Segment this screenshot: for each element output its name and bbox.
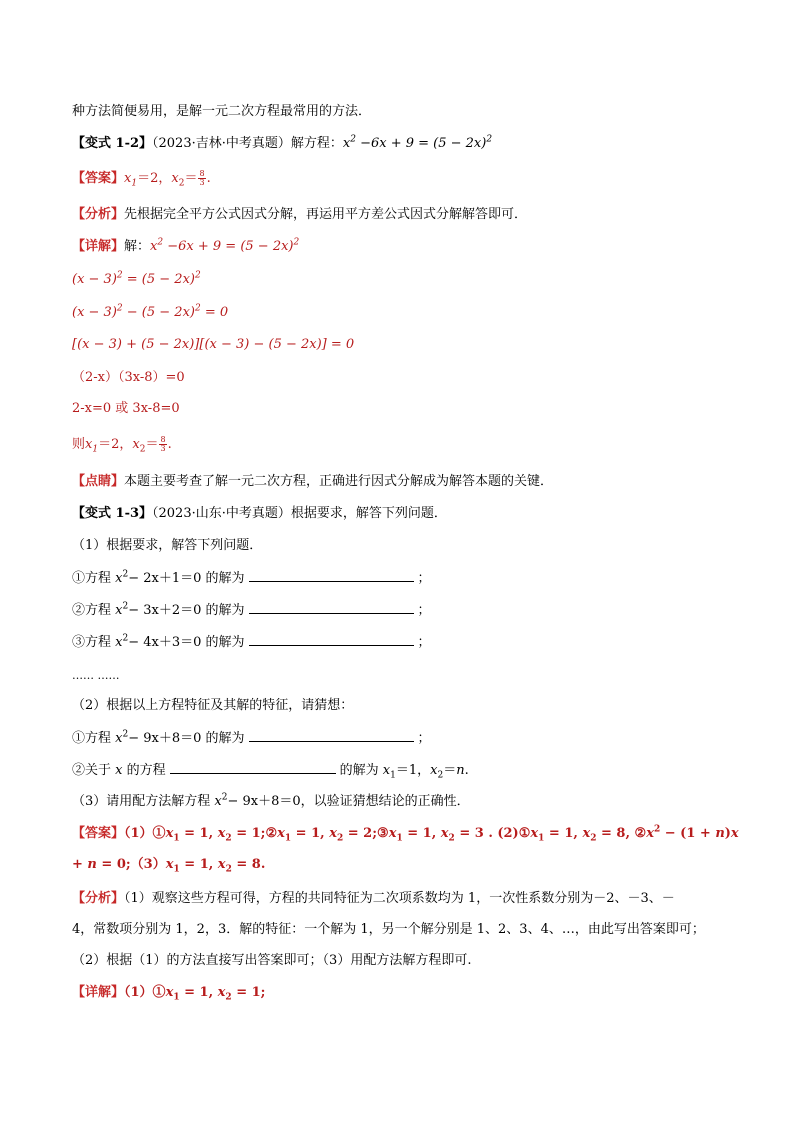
- equation-step: 2-x=0 或 3x-8=0: [72, 401, 180, 416]
- analysis-tag: 【分析】: [72, 891, 125, 906]
- answer-blank[interactable]: [170, 761, 336, 774]
- equation-step: [(x − 3) + (5 − 2x)][(x − 3) − (5 − 2x)] = 0: [72, 337, 355, 352]
- detail-tag: 【详解】: [72, 985, 125, 1000]
- detail-line: 【详解】解：$x^2 -6x + 9 = (5 - 2x)^2$: [72, 237, 300, 254]
- variant-tag: 【变式 1-2】: [72, 136, 153, 151]
- answer-blank[interactable]: [249, 729, 414, 742]
- answer-blank[interactable]: [249, 633, 414, 646]
- analysis-line-cont: （2）根据（1）的方法直接写出答案即可；（3）用配方法解方程即可.: [72, 953, 472, 968]
- question-line: ②方程 $x^2- 3x+2=0$ 的解为 ；: [72, 601, 431, 618]
- analysis-line: 【分析】（1）观察这些方程可得，方程的共同特征为二次项系数均为 1，一次性系数分别为－2、－3、－: [72, 891, 675, 906]
- answer-line: 【答案】$(1)①x_1 = 1$, $x_2$ = $1;②x_1 = 1$, $x_2$ = $2;③x_1 = 1$, $x_2 = 3$ . $(2)①x_1 = 1$, $x_2 = 8$, $②x^2 - (1 + n)x$: [72, 824, 739, 844]
- equation-step: （2-x）（3x-8）=0: [72, 370, 185, 385]
- text-line: （1）根据要求，解答下列问题．: [72, 538, 263, 553]
- answer-tag: 【答案】: [72, 171, 125, 186]
- variant-tag: 【变式 1-3】: [72, 506, 153, 521]
- answer-line-cont: + $n = 0;(3)x_1 = 1$, $x_2 = 8$.: [72, 857, 266, 875]
- variant-1-3-heading: 【变式 1-3】（2023·山东·中考真题）根据要求，解答下列问题．: [72, 506, 447, 521]
- analysis-line-cont: 4，常数项分别为 1，2，3．解的特征：一个解为 1，另一个解分别是 1、2、3、4、…，由此写出答案即可；: [72, 922, 705, 937]
- detail-line: 【详解】$(1)①x_1 = 1$, $x_2 = 1$;: [72, 985, 266, 1003]
- question-line: ③方程 $x^2- 4x+3=0$ 的解为 ；: [72, 633, 431, 650]
- equation-step: $(x - 3)^2 = (5 - 2x)^2$: [72, 270, 201, 287]
- answer-blank[interactable]: [249, 601, 414, 614]
- answer-blank[interactable]: [249, 569, 414, 582]
- question-line: ①方程 $x^2- 9x+8=0$ 的解为 ；: [72, 729, 431, 746]
- text-line: 种方法简便易用，是解一元二次方程最常用的方法．: [72, 104, 372, 119]
- question-line: ②关于 x 的方程 的解为 $x_1=1$，$x_2=n$.: [72, 763, 469, 781]
- comment-line: 【点睛】本题主要考查了解一元二次方程，正确进行因式分解成为解答本题的关键．: [72, 474, 554, 489]
- equation: $x^2 -6x + 9 = (5 - 2x)^2$: [342, 134, 493, 151]
- question-line: ①方程 $x^2- 2x+1=0$ 的解为 ；: [72, 569, 431, 586]
- answer-tag: 【答案】: [72, 826, 125, 841]
- ellipsis-line: …… ……: [72, 669, 120, 682]
- equation-step: $(x - 3)^2 - (5 - 2x)^2 = 0$: [72, 303, 229, 320]
- solution-line: 则$x_1=2$，$x_2=$ $\frac{8}{3}$ .: [72, 435, 172, 455]
- question-line: （3）请用配方法解方程 $x^2- 9x+8=0$，以验证猜想结论的正确性．: [72, 792, 470, 809]
- answer-line: 【答案】$x_1=2$，$x_2=$ $\frac{8}{3}$ .: [72, 169, 211, 189]
- analysis-line: 【分析】先根据完全平方公式因式分解，再运用平方差公式因式分解解答即可．: [72, 207, 528, 222]
- variant-1-2-heading: 【变式 1-2】（2023·吉林·中考真题）解方程：$x^2 -6x + 9 = (5 - 2x)^2$: [72, 134, 493, 151]
- text-line: （2）根据以上方程特征及其解的特征，请猜想：: [72, 698, 354, 713]
- detail-tag: 【详解】: [72, 239, 125, 254]
- comment-tag: 【点睛】: [72, 474, 125, 489]
- analysis-tag: 【分析】: [72, 207, 125, 222]
